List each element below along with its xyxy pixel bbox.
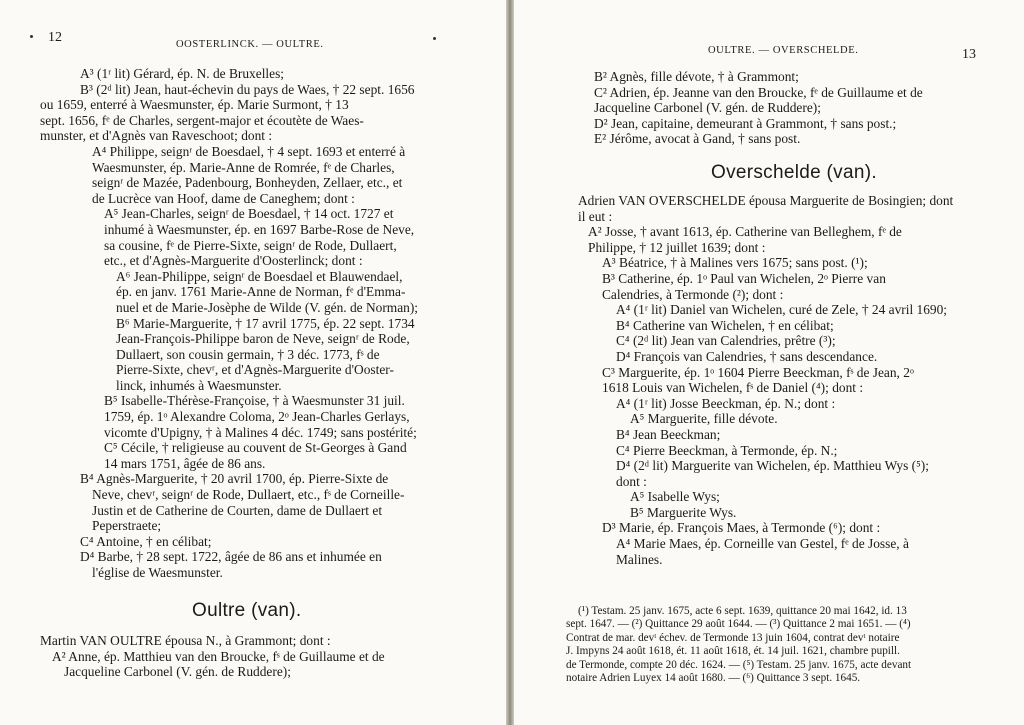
text-line: Peperstraete; xyxy=(92,518,162,534)
text-line: B³ (2ᵈ lit) Jean, haut-échevin du pays de Waes, † 22 sept. 1656 xyxy=(80,81,415,97)
text-line: l'église de Waesmunster. xyxy=(92,565,223,580)
text-line: A⁵ Jean-Charles, seignʳ de Boesdael, † 14 oct. 1727 et xyxy=(104,206,394,222)
text-line: Martin VAN OULTRE épousa N., à Grammont; dont : xyxy=(40,633,331,648)
text-line: A⁴ Marie Maes, ép. Corneille van Gestel, fᵉ de Josse, à xyxy=(616,536,909,552)
text-line: Jacqueline Carbonel (V. gén. de Ruddere); xyxy=(64,664,291,680)
text-line: A⁶ Jean-Philippe, seignʳ de Boesdael et Blauwendael, xyxy=(116,268,403,284)
text-line: seignʳ de Mazée, Padenbourg, Bonheyden, Zellaer, etc., et xyxy=(92,175,403,191)
text-line: A² Anne, ép. Matthieu van den Broucke, fˢ de Guillaume et de xyxy=(52,648,385,664)
running-head: OULTRE. — OVERSCHELDE. xyxy=(708,45,859,56)
text-line: sept. 1656, fᵉ de Charles, sergent-major et écoutète de Waes- xyxy=(40,112,364,128)
text-line: C⁴ (2ᵈ lit) Jean van Calendries, prêtre (³); xyxy=(616,333,836,349)
page-number: 12 xyxy=(48,30,62,45)
text-line: B³ Catherine, ép. 1ᵒ Paul van Wichelen, 2ᵒ Pierre van xyxy=(602,270,886,286)
text-line: A⁵ Isabelle Wys; xyxy=(630,489,720,505)
body-text-bottom xyxy=(40,633,500,680)
text-line: Neve, chevʳ, seignʳ de Rode, Dullaert, etc., fˢ de Corneille- xyxy=(92,487,405,503)
text-line: B² Agnès, fille dévote, † à Grammont; xyxy=(594,69,799,84)
text-line: C⁴ Pierre Beeckman, à Termonde, ép. N.; xyxy=(616,442,838,458)
left-page xyxy=(0,0,506,725)
footnote-line: sept. 1647. — (²) Quittance 29 août 1644. — (³) Quittance 2 mai 1651. — (⁴) xyxy=(566,618,911,631)
running-head: OOSTERLINCK. — OULTRE. xyxy=(176,39,324,50)
print-speck xyxy=(30,35,33,38)
body-text-top xyxy=(564,69,1019,147)
text-line: ou 1659, enterré à Waesmunster, ép. Marie Surmont, † 13 xyxy=(40,97,349,113)
text-line: B⁴ Agnès-Marguerite, † 20 avril 1700, ép. Pierre-Sixte de xyxy=(80,471,389,487)
text-line: Waesmunster, ép. Marie-Anne de Romrée, fᵉ de Charles, xyxy=(92,159,395,175)
text-line: C⁴ Antoine, † en célibat; xyxy=(80,533,212,549)
text-line: de Lucrèce van Hoof, dame de Caneghem; dont : xyxy=(92,190,355,206)
text-line: Calendries, à Termonde (²); dont : xyxy=(602,286,784,302)
right-page xyxy=(514,0,1024,725)
text-line: A³ Béatrice, † à Malines vers 1675; sans post. (¹); xyxy=(602,255,868,271)
text-line: C² Adrien, ép. Jeanne van den Broucke, fᵉ de Guillaume et de xyxy=(594,84,923,100)
text-line: 1759, ép. 1ᵒ Alexandre Coloma, 2ᵒ Jean-Charles Gerlays, xyxy=(104,409,410,425)
text-line: A⁴ (1ʳ lit) Josse Beeckman, ép. N.; dont : xyxy=(616,395,836,411)
body-text-bottom xyxy=(578,193,1018,567)
section-title: Overschelde (van). xyxy=(711,162,877,183)
text-line: Pierre-Sixte, chevʳ, et d'Agnès-Marguerite d'Ooster- xyxy=(116,362,394,378)
text-line: B⁶ Marie-Marguerite, † 17 avril 1775, ép. 22 sept. 1734 xyxy=(116,315,415,331)
text-line: Adrien VAN OVERSCHELDE épousa Marguerite de Bosingien; dont xyxy=(578,193,954,208)
text-line: D² Jean, capitaine, demeurant à Grammont, † sans post.; xyxy=(594,115,897,131)
footnote-line: de Termonde, compte 20 déc. 1624. — (⁵) Testam. 25 janv. 1675, acte devant xyxy=(566,658,912,671)
text-line: E² Jérôme, avocat à Gand, † sans post. xyxy=(594,131,801,147)
text-line: B⁴ Jean Beeckman; xyxy=(616,426,721,442)
text-line: D⁴ François van Calendries, † sans descendance. xyxy=(616,348,878,364)
text-line: A⁴ Philippe, seignʳ de Boesdael, † 4 sept. 1693 et enterré à xyxy=(92,143,406,159)
text-line: munster, et d'Agnès van Raveschoot; dont : xyxy=(40,128,273,144)
text-line: il eut : xyxy=(578,208,613,224)
text-line: Jacqueline Carbonel (V. gén. de Ruddere); xyxy=(594,100,821,116)
body-text-top xyxy=(40,66,500,581)
text-line: A³ (1ʳ lit) Gérard, ép. N. de Bruxelles; xyxy=(80,66,285,81)
text-line: Philippe, † 12 juillet 1639; dont : xyxy=(588,239,766,255)
footnote-line: J. Impyns 24 août 1618, ét. 11 août 1618, ét. 14 juil. 1621, chambre pupill. xyxy=(566,645,900,658)
footnotes xyxy=(566,605,1018,685)
footnote-line: (¹) Testam. 25 janv. 1675, acte 6 sept. 1639, quittance 20 mai 1642, id. 13 xyxy=(578,605,907,617)
text-line: A² Josse, † avant 1613, ép. Catherine van Belleghem, fᵉ de xyxy=(588,224,902,240)
text-line: A⁵ Marguerite, fille dévote. xyxy=(630,411,778,427)
text-line: vicomte d'Upigny, † à Malines 4 déc. 1749; sans postérité; xyxy=(104,424,417,440)
footnote-line: Contrat de mar. devᵗ échev. de Termonde 13 juin 1604, contrat devᵗ notaire xyxy=(566,631,900,644)
text-line: dont : xyxy=(616,473,647,489)
text-line: B⁵ Isabelle-Thérèse-Françoise, † à Waesmunster 31 juil. xyxy=(104,393,405,409)
text-line: Jean-François-Philippe baron de Neve, seignʳ de Rode, xyxy=(116,331,410,347)
text-line: 14 mars 1751, âgée de 86 ans. xyxy=(104,455,266,471)
text-line: nuel et de Marie-Josèphe de Wilde (V. gén. de Norman); xyxy=(116,299,419,315)
text-line: inhumé à Waesmunster, ép. en 1697 Barbe-Rose de Neve, xyxy=(104,221,415,237)
text-line: 1618 Louis van Wichelen, fˢ de Daniel (⁴); dont : xyxy=(602,380,864,396)
text-line: linck, inhumés à Waesmunster. xyxy=(116,377,282,393)
text-line: etc., et d'Agnès-Marguerite d'Oosterlinck; dont : xyxy=(104,253,363,269)
text-line: D³ Marie, ép. François Maes, à Termonde (⁶); dont : xyxy=(602,520,881,536)
text-line: A⁴ (1ʳ lit) Daniel van Wichelen, curé de Zele, † 24 avril 1690; xyxy=(616,302,948,318)
footnote-line: notaire Adrien Luyex 14 août 1680. — (⁶) Quittance 3 sept. 1645. xyxy=(566,672,861,685)
text-line: Dullaert, son cousin germain, † 3 déc. 1773, fˢ de xyxy=(116,346,380,362)
text-line: Malines. xyxy=(616,551,663,567)
print-speck xyxy=(433,37,436,40)
book-gutter xyxy=(506,0,514,725)
text-line: ép. en janv. 1761 Marie-Anne de Norman, fᵉ d'Emma- xyxy=(116,284,406,300)
text-line: D⁴ (2ᵈ lit) Marguerite van Wichelen, ép. Matthieu Wys (⁵); xyxy=(616,458,929,474)
text-line: Justin et de Catherine de Courten, dame de Dullaert et xyxy=(92,502,383,518)
text-line: sa cousine, fᵉ de Pierre-Sixte, seignʳ de Rode, Dullaert, xyxy=(104,237,397,253)
text-line: D⁴ Barbe, † 28 sept. 1722, âgée de 86 ans et inhumée en xyxy=(80,549,382,565)
text-line: B⁴ Catherine van Wichelen, † en célibat; xyxy=(616,317,834,333)
section-title: Oultre (van). xyxy=(192,600,302,621)
text-line: C³ Marguerite, ép. 1ᵒ 1604 Pierre Beeckman, fˢ de Jean, 2ᵒ xyxy=(602,364,914,380)
page-number: 13 xyxy=(962,47,976,62)
text-line: B⁵ Marguerite Wys. xyxy=(630,504,737,520)
text-line: C⁵ Cécile, † religieuse au couvent de St-Georges à Gand xyxy=(104,440,407,456)
